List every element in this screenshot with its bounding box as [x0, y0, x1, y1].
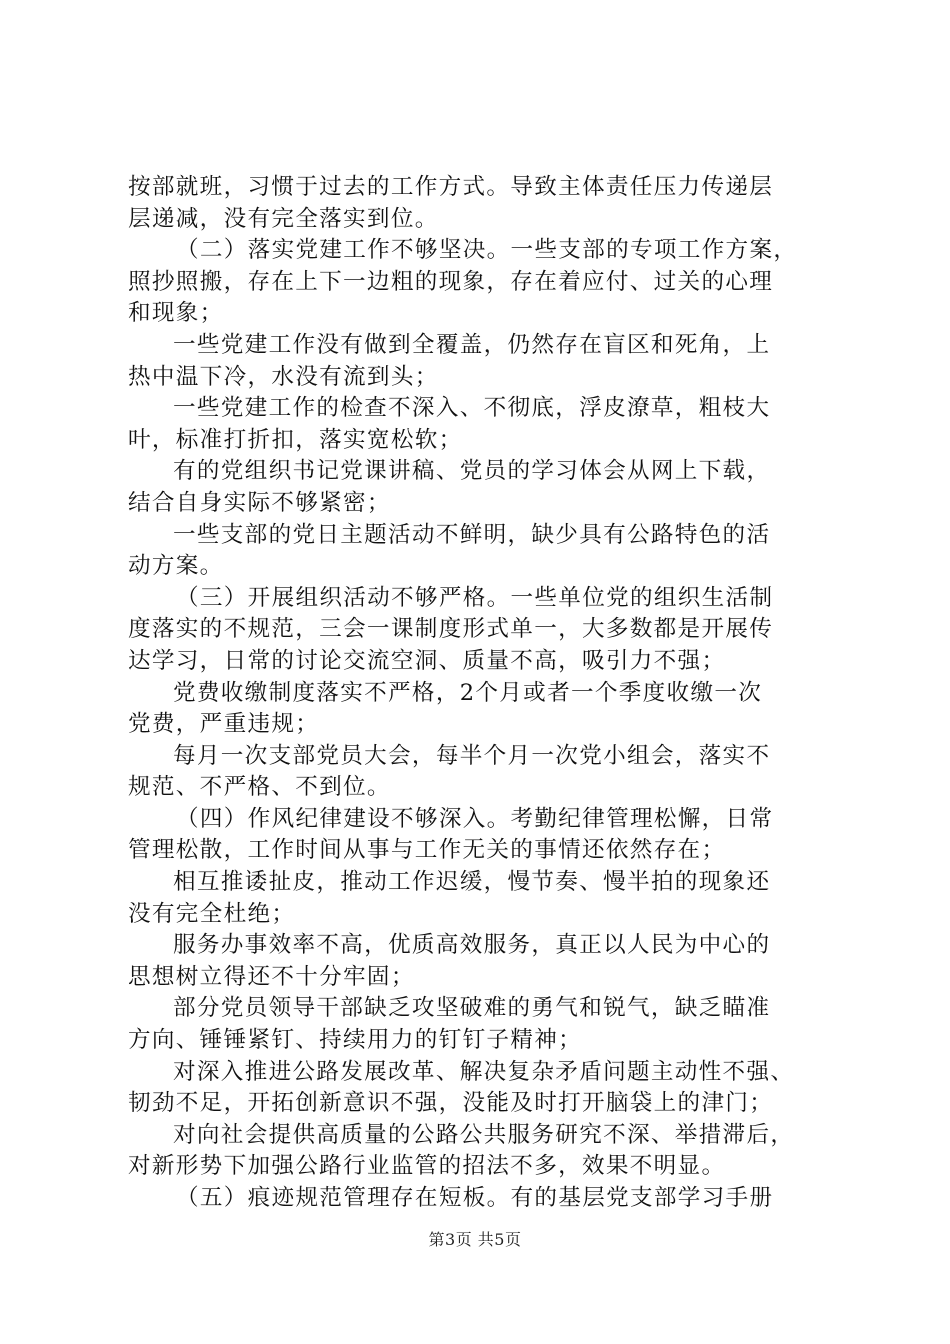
section-heading-line: （五）痕迹规范管理存在短板。有的基层党支部学习手册: [176, 1185, 774, 1211]
paragraph-line: 方向、锤锤紧钉、持续用力的钉钉子精神；: [128, 1027, 582, 1054]
section-heading-line: （三）开展组织活动不够严格。一些单位党的组织生活制: [176, 584, 774, 611]
paragraph-line: 一些支部的党日主题活动不鲜明，缺少具有公路特色的活: [173, 521, 771, 548]
paragraph-line: 层递减，没有完全落实到位。: [128, 205, 439, 232]
paragraph-line: 相互推诿扯皮，推动工作迟缓，慢节奏、慢半拍的现象还: [173, 869, 771, 896]
paragraph-line: 服务办事效率不高，优质高效服务，真正以人民为中心的: [173, 932, 771, 959]
paragraph-line: 党费收缴制度落实不严格，2个月或者一个季度收缴一次: [173, 679, 763, 706]
paragraph-line: 叶，标准打折扣，落实宽松软；: [128, 426, 463, 453]
page-number-footer: 第3页 共5页: [428, 1230, 522, 1249]
paragraph-line: 按部就班，习惯于过去的工作方式。导致主体责任压力传递层: [128, 174, 774, 200]
paragraph-line: 对深入推进公路发展改革、解决复杂矛盾问题主动性不强、: [173, 1058, 795, 1085]
paragraph-line: 照抄照搬，存在上下一边粗的现象，存在着应付、过关的心理: [128, 268, 774, 295]
section-heading-line: （四）作风纪律建设不够深入。考勤纪律管理松懈，日常: [176, 805, 774, 832]
paragraph-line: 一些党建工作没有做到全覆盖，仍然存在盲区和死角，上: [173, 331, 771, 358]
paragraph-line: 对向社会提供高质量的公路公共服务研究不深、举措滞后，: [173, 1121, 795, 1148]
paragraph-line: 一些党建工作的检查不深入、不彻底，浮皮潦草，粗枝大: [173, 395, 771, 422]
body-text: [128, 172, 838, 1215]
paragraph-line: 管理松散，工作时间从事与工作无关的事情还依然存在；: [128, 837, 726, 864]
paragraph-line: 没有完全杜绝；: [128, 900, 296, 927]
paragraph-line: 有的党组织书记党课讲稿、党员的学习体会从网上下载，: [173, 458, 771, 485]
paragraph-line: 热中温下冷，水没有流到头；: [128, 363, 439, 390]
paragraph-line: 结合自身实际不够紧密；: [128, 489, 391, 516]
paragraph-line: 和现象；: [128, 300, 224, 327]
paragraph-line: 每月一次支部党员大会，每半个月一次党小组会，落实不: [173, 742, 771, 769]
paragraph-line: 动方案。: [128, 553, 224, 580]
paragraph-line: 思想树立得还不十分牢固；: [128, 963, 415, 990]
paragraph-line: 党费，严重违规；: [128, 711, 320, 738]
paragraph-line: 对新形势下加强公路行业监管的招法不多，效果不明显。: [128, 1153, 726, 1180]
paragraph-line: 部分党员领导干部缺乏攻坚破难的勇气和锐气，缺乏瞄准: [173, 995, 771, 1022]
paragraph-line: 度落实的不规范，三会一课制度形式单一，大多数都是开展传: [128, 616, 774, 643]
paragraph-line: 韧劲不足，开拓创新意识不强，没能及时打开脑袋上的津门；: [128, 1090, 774, 1117]
section-heading-line: （二）落实党建工作不够坚决。一些支部的专项工作方案，: [176, 237, 798, 264]
paragraph-line: 达学习，日常的讨论交流空洞、质量不高，吸引力不强；: [128, 647, 726, 674]
paragraph-line: 规范、不严格、不到位。: [128, 774, 391, 801]
